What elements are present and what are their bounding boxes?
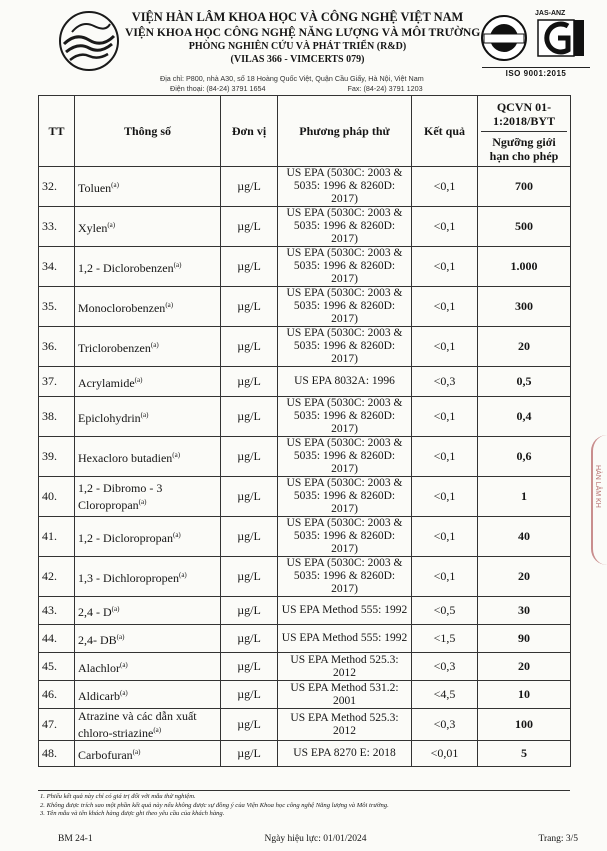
department-name: PHÒNG NGHIÊN CỨU VÀ PHÁT TRIỂN (R&D) [188, 41, 407, 52]
row-number: 46. [39, 681, 75, 709]
limit-label: Ngưỡng giới hạn cho phép [489, 135, 559, 163]
parameter-name: Carbofuran [78, 748, 133, 762]
parameter-name: 1,2 - Dicloropropan [78, 531, 173, 545]
method-cell: US EPA (5030C: 2003 & 5035: 1996 & 8260D: 2017) [278, 477, 412, 517]
qcvn-code: QCVN 01-1:2018/BYT [481, 96, 567, 132]
limit-cell: 20 [478, 327, 571, 367]
header-result: Kết quả [412, 96, 478, 167]
limit-cell: 5 [478, 741, 571, 767]
row-number: 43. [39, 597, 75, 625]
accreditation-mark: (a) [119, 661, 128, 669]
result-cell: <4,5 [412, 681, 478, 709]
method-cell: US EPA (5030C: 2003 & 5035: 1996 & 8260D: 2017) [278, 397, 412, 437]
parameter-cell [75, 397, 221, 437]
accreditation-mark: (a) [165, 301, 174, 309]
method-cell: US EPA (5030C: 2003 & 5035: 1996 & 8260D: 2017) [278, 207, 412, 247]
limit-cell: 0,5 [478, 367, 571, 397]
accreditation-mark: (a) [173, 261, 182, 269]
method-cell: US EPA Method 555: 1992 [278, 625, 412, 653]
method-cell: US EPA 8032A: 1996 [278, 367, 412, 397]
unit-cell: µg/L [221, 709, 278, 741]
header-unit: Đơn vị [221, 96, 278, 167]
unit-cell: µg/L [221, 327, 278, 367]
parameter-name: Toluen [78, 181, 112, 195]
method-cell: US EPA Method 555: 1992 [278, 597, 412, 625]
limit-cell: 0,6 [478, 437, 571, 477]
phone-text: Điện thoại: (84-24) 3791 1654 [170, 83, 266, 93]
table-row [39, 287, 571, 327]
header-qcvn [478, 96, 571, 167]
parameter-name: 2,4 - D [78, 605, 112, 619]
results-table [38, 95, 571, 767]
parameter-cell [75, 167, 221, 207]
limit-cell: 30 [478, 597, 571, 625]
parameter-cell [75, 557, 221, 597]
parameter-name: Epiclohydrin [78, 411, 141, 425]
result-cell: <0,01 [412, 741, 478, 767]
result-cell: <0,1 [412, 167, 478, 207]
method-cell: US EPA (5030C: 2003 & 5035: 1996 & 8260D: 2017) [278, 287, 412, 327]
method-cell: US EPA Method 531.2: 2001 [278, 681, 412, 709]
unit-cell: µg/L [221, 625, 278, 653]
unit-cell: µg/L [221, 287, 278, 327]
table-row [39, 681, 571, 709]
method-cell: US EPA (5030C: 2003 & 5035: 1996 & 8260D: 2017) [278, 327, 412, 367]
result-cell: <0,5 [412, 597, 478, 625]
parameter-cell [75, 681, 221, 709]
effective-date: Ngày hiệu lực: 01/01/2024 [264, 834, 367, 844]
method-cell: US EPA (5030C: 2003 & 5035: 1996 & 8260D: 2017) [278, 437, 412, 477]
result-cell: <0,1 [412, 517, 478, 557]
unit-cell: µg/L [221, 167, 278, 207]
table-row [39, 741, 571, 767]
iso-label: ISO 9001:2015 [482, 67, 590, 78]
red-stamp-edge [591, 435, 607, 565]
row-number: 37. [39, 367, 75, 397]
footnote-2: 2. Không được trích sao một phần kết quả này nếu không được sự đồng ý của Viện Khoa học công nghệ Năng lượng và Môi trường. [40, 801, 389, 809]
unit-cell: µg/L [221, 681, 278, 709]
method-cell: US EPA (5030C: 2003 & 5035: 1996 & 8260D: 2017) [278, 517, 412, 557]
certification-logos [480, 10, 592, 76]
table-row [39, 625, 571, 653]
limit-cell: 500 [478, 207, 571, 247]
fax-text: Fax: (84-24) 3791 1203 [347, 83, 423, 93]
unit-cell: µg/L [221, 517, 278, 557]
page-footer [58, 834, 578, 844]
limit-cell: 10 [478, 681, 571, 709]
header-tt: TT [39, 96, 75, 167]
parameter-name: Hexacloro butadien [78, 451, 173, 465]
limit-cell: 300 [478, 287, 571, 327]
result-cell: <0,1 [412, 477, 478, 517]
footnote-1: 1. Phiếu kết quả này chỉ có giá trị đối với mẫu thử nghiệm. [40, 793, 196, 800]
footnote-3: 3. Tên mẫu và tên khách hàng được ghi theo yêu cầu của khách hàng. [40, 810, 225, 817]
contact-info [160, 74, 424, 93]
accreditation-mark: (a) [172, 531, 181, 539]
accreditation-mark: (a) [111, 605, 120, 613]
limit-cell: 20 [478, 653, 571, 681]
table-row [39, 557, 571, 597]
parameter-name: 1,2 - Dibromo - 3 Cloropropan [78, 481, 163, 512]
accreditation-mark: (a) [134, 376, 143, 384]
limit-cell: 1.000 [478, 247, 571, 287]
table-row [39, 207, 571, 247]
unit-cell: µg/L [221, 557, 278, 597]
row-number: 44. [39, 625, 75, 653]
result-cell: <0,3 [412, 653, 478, 681]
stamp-text: HÀN LÂM KH [594, 465, 601, 508]
limit-cell: 40 [478, 517, 571, 557]
result-cell: <0,1 [412, 437, 478, 477]
table-row [39, 517, 571, 557]
parameter-name: 2,4- DB [78, 633, 117, 647]
address-text: Địa chỉ: P800, nhà A30, số 18 Hoàng Quốc Việt, Quận Cầu Giấy, Hà Nội, Việt Nam [160, 74, 424, 83]
unit-cell: µg/L [221, 741, 278, 767]
parameter-cell [75, 437, 221, 477]
result-cell: <0,1 [412, 287, 478, 327]
result-cell: <0,3 [412, 709, 478, 741]
parameter-cell [75, 517, 221, 557]
result-cell: <0,1 [412, 397, 478, 437]
footnote-divider [38, 790, 570, 791]
unit-cell: µg/L [221, 477, 278, 517]
result-cell: <0,1 [412, 207, 478, 247]
accreditation-codes: (VILAS 366 - VIMCERTS 079) [230, 54, 365, 65]
accreditation-mark: (a) [132, 748, 141, 756]
parameter-name: Triclorobenzen [78, 341, 151, 355]
table-row [39, 437, 571, 477]
parameter-name: Monoclorobenzen [78, 301, 166, 315]
jas-anz-label: JAS-ANZ [535, 10, 566, 17]
accreditation-mark: (a) [138, 498, 147, 506]
row-number: 45. [39, 653, 75, 681]
page-number: Trang: 3/5 [538, 834, 578, 844]
parameter-name: Alachlor [78, 661, 120, 675]
table-row [39, 653, 571, 681]
header-method: Phương pháp thử [278, 96, 412, 167]
limit-cell: 700 [478, 167, 571, 207]
accreditation-mark: (a) [116, 633, 125, 641]
quacert-logo [480, 10, 592, 68]
form-code: BM 24-1 [58, 834, 93, 844]
limit-cell: 0,4 [478, 397, 571, 437]
limit-cell: 1 [478, 477, 571, 517]
method-cell: US EPA Method 525.3: 2012 [278, 653, 412, 681]
parameter-name: Atrazine và các dẫn xuất chloro-striazine [78, 709, 197, 740]
parameter-cell [75, 287, 221, 327]
limit-cell: 90 [478, 625, 571, 653]
result-cell: <1,5 [412, 625, 478, 653]
table-row [39, 167, 571, 207]
limit-cell: 20 [478, 557, 571, 597]
accreditation-mark: (a) [107, 221, 116, 229]
table-row [39, 597, 571, 625]
limit-cell: 100 [478, 709, 571, 741]
parameter-cell [75, 477, 221, 517]
table-row [39, 247, 571, 287]
accreditation-mark: (a) [153, 726, 162, 734]
unit-cell: µg/L [221, 397, 278, 437]
accreditation-mark: (a) [172, 451, 181, 459]
parameter-name: Aldicarb [78, 689, 120, 703]
row-number: 38. [39, 397, 75, 437]
result-cell: <0,1 [412, 247, 478, 287]
row-number: 41. [39, 517, 75, 557]
row-number: 39. [39, 437, 75, 477]
parameter-name: Acrylamide [78, 376, 135, 390]
institute-name: VIỆN KHOA HỌC CÔNG NGHỆ NĂNG LƯỢNG VÀ MÔI TRƯỜNG [125, 26, 481, 39]
parameter-cell [75, 367, 221, 397]
table-row [39, 327, 571, 367]
unit-cell: µg/L [221, 597, 278, 625]
academy-name: VIỆN HÀN LÂM KHOA HỌC VÀ CÔNG NGHỆ VIỆT NAM [131, 10, 464, 24]
parameter-cell [75, 597, 221, 625]
parameter-name: 1,2 - Diclorobenzen [78, 261, 174, 275]
unit-cell: µg/L [221, 367, 278, 397]
unit-cell: µg/L [221, 653, 278, 681]
accreditation-mark: (a) [111, 181, 119, 189]
row-number: 33. [39, 207, 75, 247]
parameter-cell [75, 207, 221, 247]
institute-logo [58, 10, 120, 72]
parameter-name: Xylen [78, 221, 108, 235]
method-cell: US EPA 8270 E: 2018 [278, 741, 412, 767]
unit-cell: µg/L [221, 437, 278, 477]
table-row [39, 367, 571, 397]
accreditation-mark: (a) [119, 689, 128, 697]
row-number: 36. [39, 327, 75, 367]
footnotes [40, 793, 580, 819]
row-number: 34. [39, 247, 75, 287]
table-row [39, 709, 571, 741]
parameter-cell [75, 709, 221, 741]
parameter-name: 1,3 - Dichloropropen [78, 571, 179, 585]
row-number: 35. [39, 287, 75, 327]
unit-cell: µg/L [221, 207, 278, 247]
result-cell: <0,1 [412, 557, 478, 597]
parameter-cell [75, 247, 221, 287]
table-row [39, 477, 571, 517]
accreditation-mark: (a) [140, 411, 149, 419]
parameter-cell [75, 327, 221, 367]
accreditation-mark: (a) [150, 341, 159, 349]
method-cell: US EPA (5030C: 2003 & 5035: 1996 & 8260D: 2017) [278, 167, 412, 207]
accreditation-mark: (a) [178, 571, 187, 579]
row-number: 48. [39, 741, 75, 767]
row-number: 40. [39, 477, 75, 517]
unit-cell: µg/L [221, 247, 278, 287]
row-number: 47. [39, 709, 75, 741]
result-cell: <0,3 [412, 367, 478, 397]
table-row [39, 397, 571, 437]
method-cell: US EPA (5030C: 2003 & 5035: 1996 & 8260D: 2017) [278, 247, 412, 287]
parameter-cell [75, 741, 221, 767]
method-cell: US EPA Method 525.3: 2012 [278, 709, 412, 741]
header-parameter: Thông số [75, 96, 221, 167]
parameter-cell [75, 653, 221, 681]
letterhead [125, 10, 481, 66]
parameter-cell [75, 625, 221, 653]
row-number: 32. [39, 167, 75, 207]
table-header-row [39, 96, 571, 167]
result-cell: <0,1 [412, 327, 478, 367]
method-cell: US EPA (5030C: 2003 & 5035: 1996 & 8260D: 2017) [278, 557, 412, 597]
row-number: 42. [39, 557, 75, 597]
